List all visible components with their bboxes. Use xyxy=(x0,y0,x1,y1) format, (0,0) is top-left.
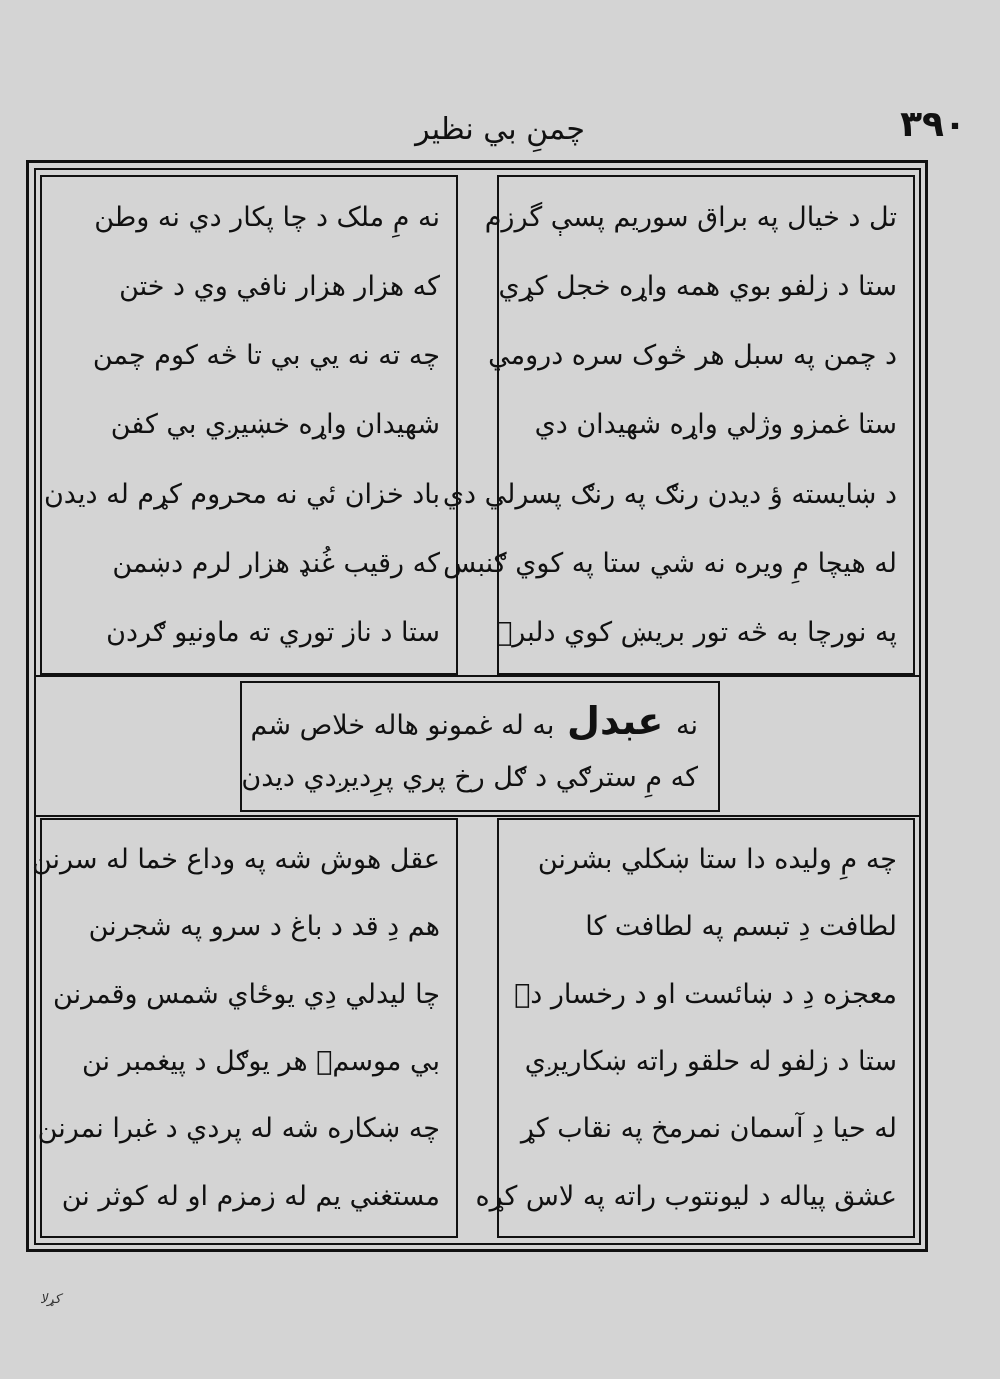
verse-line: بي موسمٙ هر يوګل د پيغمبر نن xyxy=(81,1046,440,1078)
couplet-line-2: که مِ سترګي د ګل رخ پري پرِديږدي ديدن xyxy=(241,761,698,793)
verse-line: چه ته نه يي بي تا څه کوم چمن xyxy=(92,340,440,372)
section-divider xyxy=(34,815,921,817)
verse-line: چه ښکاره شه له پردي د غبرا نمرنن xyxy=(37,1113,440,1145)
couplet-phrase: به له غمونو هاله خلاص شم xyxy=(250,710,555,742)
page-header xyxy=(28,100,972,162)
section-divider xyxy=(34,675,921,677)
verse-line: ستا د ناز توري ته ماونيو ګردن xyxy=(106,616,440,648)
margin-note: کړلا xyxy=(40,1292,61,1307)
verse-line: چا ليدلي دِي يوځاي شمس وقمرنن xyxy=(53,978,440,1010)
verse-column-top-right xyxy=(442,175,915,675)
verse-line: ستا د زلفو له حلقو راته ښکاريږي xyxy=(524,1046,897,1078)
verse-line: عشق پياله د ليونتوب راته په لاس کړه xyxy=(475,1180,897,1212)
verse-line: معجزه دِ د ښائست او د رخسار دٙ xyxy=(514,978,897,1010)
couplet-word: نه xyxy=(676,710,698,742)
verse-line: د ښايسته ؤ ديدن رنګ په رنګ پسرلي دي xyxy=(442,478,897,510)
verse-line: مستغني يم له زمزم او له کوثر نن xyxy=(61,1180,440,1212)
couplet-line-1 xyxy=(250,699,698,744)
verse-column-bottom-right xyxy=(475,818,915,1238)
poet-name: عبدل xyxy=(567,699,664,744)
verse-line: باد خزان ئي نه محروم کړم له ديدن xyxy=(43,478,440,510)
verse-line: ستا د زلفو بوي همه واړه خجل کړي xyxy=(498,271,897,303)
verse-line: د چمن په سبل هر څوک سره درومي xyxy=(488,340,897,372)
verse-line: هم دِ قد د باغ د سرو په شجرنن xyxy=(88,911,440,943)
verse-line: عقل هوش شه په وداع خما له سرنن xyxy=(31,844,440,876)
verse-column-bottom-left xyxy=(31,818,458,1238)
verse-line: که رقيب غُنډ هزار لرم دښمن xyxy=(112,547,440,579)
running-title: چمنِ بي نظير xyxy=(415,112,585,147)
center-couplet-box xyxy=(240,681,720,812)
verse-line: نه مِ ملک د چا پکار دي نه وطن xyxy=(94,202,440,234)
page-number: ۳۹۰ xyxy=(900,104,966,145)
verse-line: تل د خيال په براق سوريم پسې گرزم xyxy=(484,202,897,234)
verse-line: له هيچا مِ ويره نه شي ستا په کوي ګنبس xyxy=(443,547,897,579)
verse-line: لطافت دِ تبسم په لطافت کا xyxy=(585,911,897,943)
verse-line: ستا غمزو وژلي واړه شهيدان دي xyxy=(534,409,897,441)
verse-line: شهيدان واړه خښيږي بي کفن xyxy=(110,409,440,441)
verse-column-top-left xyxy=(40,175,458,675)
verse-line: که هزار هزار نافي وي د ختن xyxy=(119,271,440,303)
verse-line: له حيا دِ آسمان نمرمخ په نقاب کړ xyxy=(520,1113,897,1145)
verse-line: چه مِ وليده دا ستا ښکلي بشرنن xyxy=(537,844,897,876)
verse-line: په نورچا به څه تور بريښ کوي دلبرٙ xyxy=(496,616,897,648)
